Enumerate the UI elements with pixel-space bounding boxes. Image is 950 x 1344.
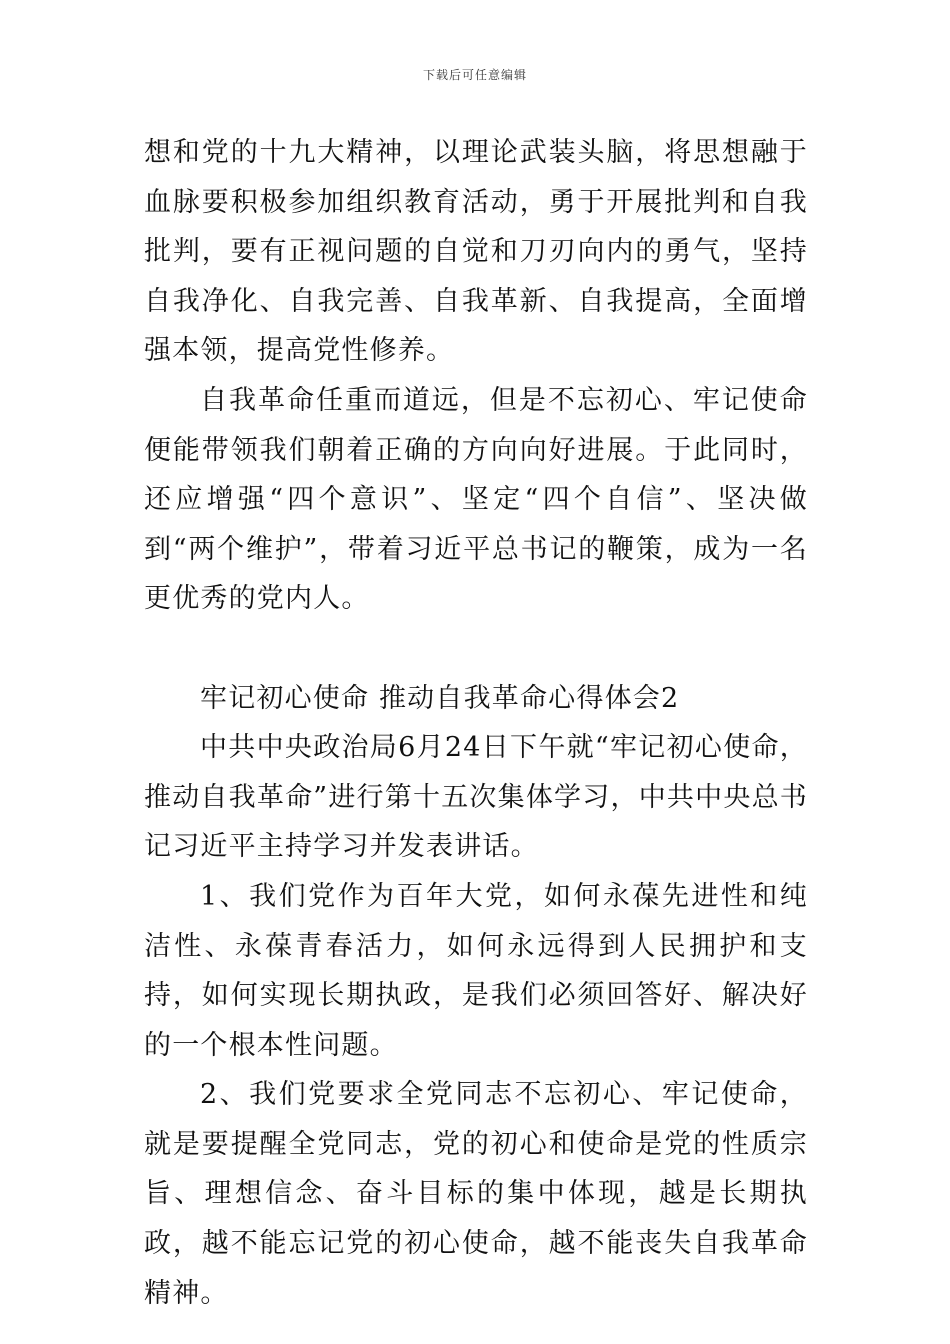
document-body xyxy=(144,128,808,1318)
section-spacer xyxy=(144,624,808,674)
section-title: 牢记初心使命 推动自我革命心得体会2 xyxy=(200,682,680,714)
paragraph-continuation: 想和党的十九大精神，以理论武装头脑，将思想融于血脉要积极参加组织教育活动，勇于开展批判和自我批判，要有正视问题的自觉和刀刃向内的勇气，坚持自我净化、自我完善、自我革新、自我提高，全面增强本领，提高党性修养。 xyxy=(144,137,808,367)
paragraph-point-2: 2、我们党要求全党同志不忘初心、牢记使命，就是要提醒全党同志，党的初心和使命是党的性质宗旨、理想信念、奋斗目标的集中体现，越是长期执政，越不能忘记党的初心使命，越不能丧失自我革命精神。 xyxy=(144,1079,808,1309)
paragraph-politburo-study: 中共中央政治局6月24日下午就“牢记初心使命，推动自我革命”进行第十五次集体学习，中共中央总书记习近平主持学习并发表讲话。 xyxy=(144,732,808,863)
paragraph-self-revolution: 自我革命任重而道远，但是不忘初心、牢记使命便能带领我们朝着正确的方向向好进展。于此同时，还应增强“四个意识”、坚定“四个自信”、坚决做到“两个维护”，带着习近平总书记的鞭策，成为一名更优秀的党内人。 xyxy=(144,384,808,615)
page-header: 下载后可任意编辑 xyxy=(422,68,527,82)
paragraph-point-1: 1、我们党作为百年大党，如何永葆先进性和纯洁性、永葆青春活力，如何永远得到人民拥护和支持，如何实现长期执政，是我们必须回答好、解决好的一个根本性问题。 xyxy=(144,880,808,1061)
